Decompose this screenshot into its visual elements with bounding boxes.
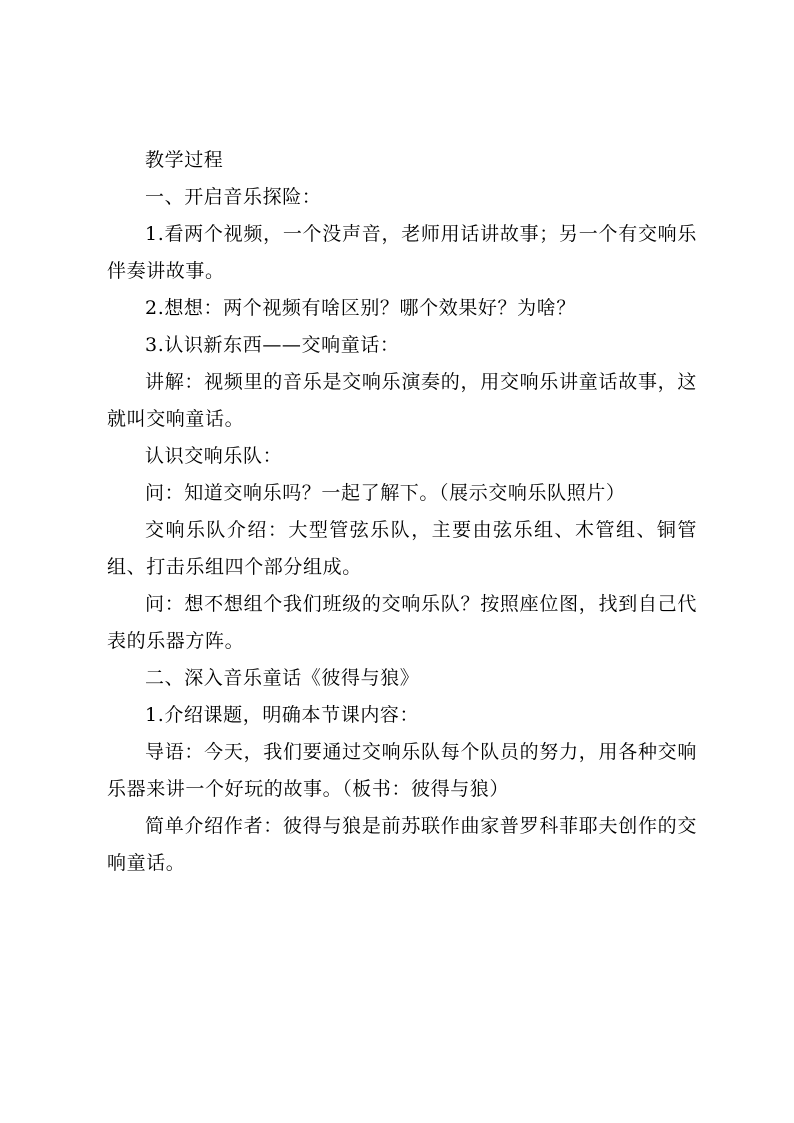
paragraph-orchestra-intro: 交响乐队介绍：大型管弦乐队，主要由弦乐组、木管组、铜管组、打击乐组四个部分组成。 [107, 519, 697, 578]
paragraph-step-1: 1.看两个视频，一个没声音，老师用话讲故事；另一个有交响乐伴奏讲故事。 [107, 223, 697, 282]
paragraph-topic-intro: 1.介绍课题，明确本节课内容： [145, 704, 420, 726]
paragraph-author-intro: 简单介绍作者：彼得与狼是前苏联作曲家普罗科菲耶夫创作的交响童话。 [107, 815, 697, 874]
section-title: 教学过程 [145, 149, 224, 171]
paragraph-step-2: 2.想想：两个视频有啥区别？哪个效果好？为啥？ [145, 297, 576, 319]
paragraph-orchestra-heading: 认识交响乐队： [145, 445, 283, 467]
paragraph-question-2: 问：想不想组个我们班级的交响乐队？按照座位图，找到自己代表的乐器方阵。 [107, 593, 697, 652]
paragraph-question-1: 问：知道交响乐吗？一起了解下。（展示交响乐队照片） [145, 482, 626, 504]
section-heading-2: 二、深入音乐童话《彼得与狼》 [145, 667, 420, 689]
section-heading-1: 一、开启音乐探险： [145, 186, 322, 208]
document-body [107, 142, 697, 882]
paragraph-explanation: 讲解：视频里的音乐是交响乐演奏的，用交响乐讲童话故事，这就叫交响童话。 [107, 371, 697, 430]
paragraph-step-3: 3.认识新东西——交响童话： [145, 334, 400, 356]
paragraph-lead-in: 导语：今天，我们要通过交响乐队每个队员的努力，用各种交响乐器来讲一个好玩的故事。（板书：彼得与狼） [107, 741, 697, 800]
